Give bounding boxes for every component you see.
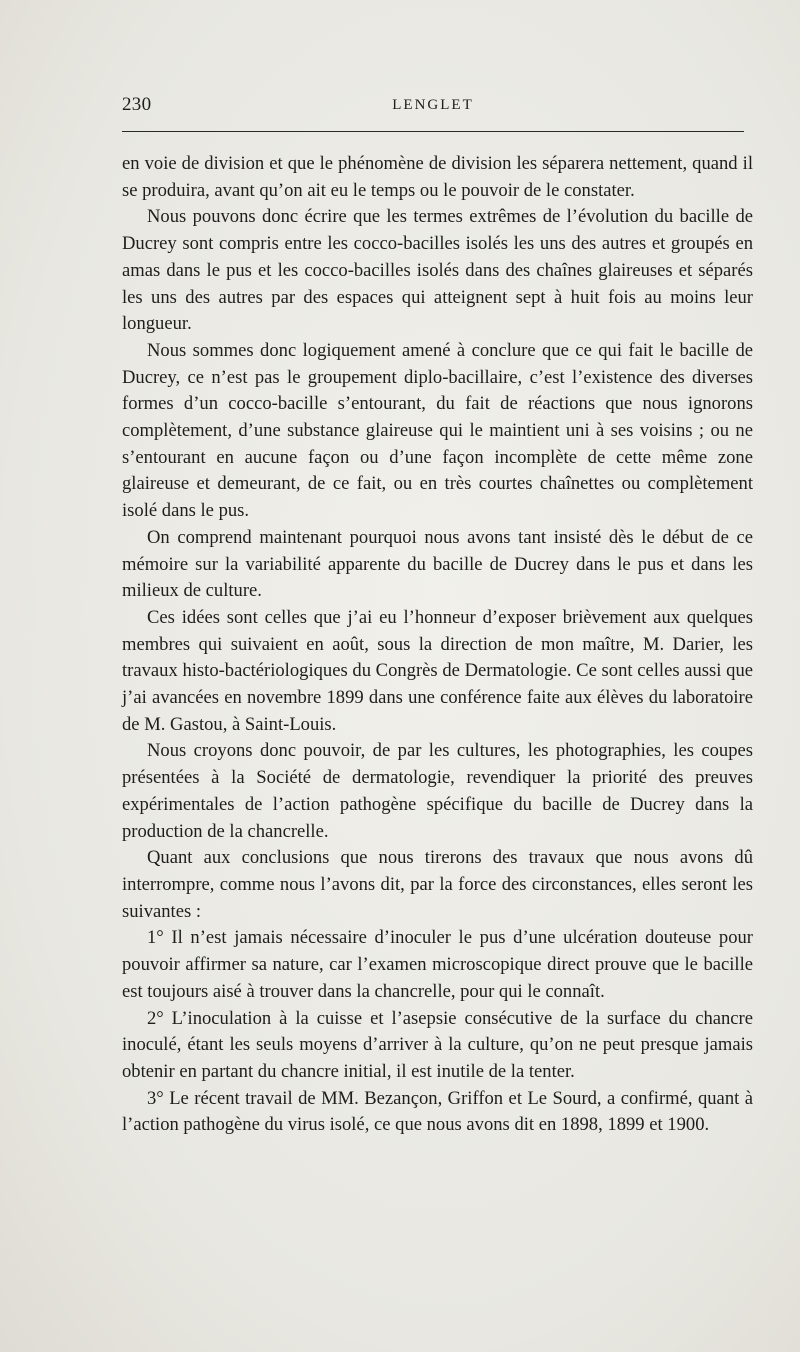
header-rule — [122, 131, 744, 132]
paragraph: Ces idées sont celles que j’ai eu l’honneur d’exposer brièvement aux quelques membres qui suivaient en août, sous la direction de mon maître, M. Darier, les travaux histo-bactériologiques du Congrès de Dermatologie. Ce sont celles aussi que j’ai avancées en novembre 1899 dans une conférence faite aux élèves du laboratoire de M. Gastou, à Saint-Louis. — [122, 606, 753, 735]
paragraph: 1° Il n’est jamais nécessaire d’inoculer le pus d’une ulcération douteuse pour pouvoir affirmer sa nature, car l’examen microscopique direct prouve que le bacille est toujours aisé à trouver dans la chancrelle, pour qui le connaît. — [122, 927, 753, 1002]
page-header — [122, 92, 744, 122]
paragraph: Quant aux conclusions que nous tirerons des travaux que nous avons dû interrompre, comme nous l’avons dit, par la force des circonstances, elles seront les suivantes : — [122, 847, 753, 922]
paragraph: 2° L’inoculation à la cuisse et l’asepsie consécutive de la surface du chancre inoculé, étant les seuls moyens d’arriver à la culture, qu’on ne peut presque jamais obtenir en partant du chancre initial, il est inutile de la tenter. — [122, 1007, 753, 1082]
paragraph: 3° Le récent travail de MM. Bezançon, Griffon et Le Sourd, a confirmé, quant à l’action pathogène du virus isolé, ce que nous avons dit en 1898, 1899 et 1900. — [122, 1087, 753, 1136]
page-number: 230 — [122, 94, 152, 115]
paragraph: Nous sommes donc logiquement amené à conclure que ce qui fait le bacille de Ducrey, ce n’est pas le groupement diplo-bacillaire, c’est l’existence des diverses formes d’un cocco-bacille s’entourant, du fait de réactions que nous ignorons complètement, d’une substance glaireuse qui le maintient uni à ses voisins ; ou ne s’entourant en aucune façon ou d’une façon incomplète de cette même zone glaireuse et demeurant, de ce fait, ou en très courtes chaînettes ou complètement isolé dans le pus. — [122, 339, 753, 522]
body-text — [122, 151, 753, 1139]
paragraph: Nous croyons donc pouvoir, de par les cultures, les photographies, les coupes présentées à la Société de dermatologie, revendiquer la priorité des preuves expérimentales de l’action pathogène spécifique du bacille de Ducrey dans la production de la chancrelle. — [122, 740, 753, 842]
running-title: LENGLET — [392, 97, 474, 113]
paragraph: en voie de division et que le phénomène de division les séparera nettement, quand il se produira, avant qu’on ait eu le temps ou le pouvoir de le constater. — [122, 153, 753, 201]
paragraph: Nous pouvons donc écrire que les termes extrêmes de l’évolution du bacille de Ducrey sont compris entre les cocco-bacilles isolés les uns des autres et groupés en amas dans le pus et les cocco-bacilles isolés dans des chaînes glaireuses et séparés les uns des autres par des espaces qui atteignent sept à huit fois au moins leur longueur. — [122, 206, 753, 335]
paragraph: On comprend maintenant pourquoi nous avons tant insisté dès le début de ce mémoire sur la variabilité apparente du bacille de Ducrey dans le pus et dans les milieux de culture. — [122, 526, 753, 602]
